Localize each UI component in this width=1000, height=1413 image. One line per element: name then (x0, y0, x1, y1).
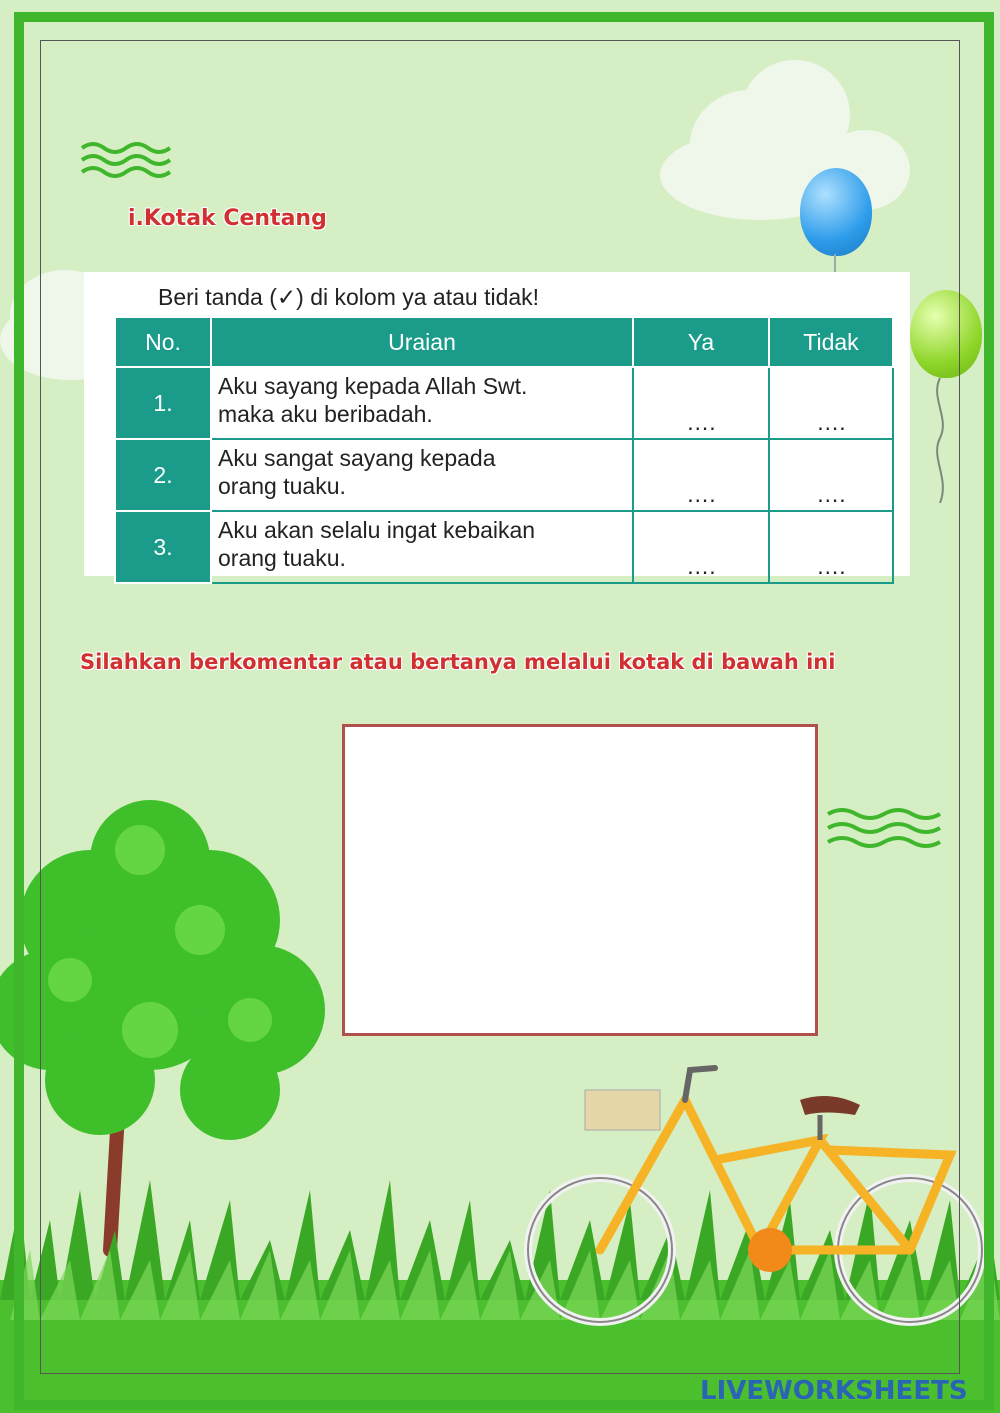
row-description-line: orang tuaku. (218, 473, 346, 499)
yes-answer-cell[interactable]: …. (633, 511, 769, 583)
table-row (115, 439, 893, 511)
table-row (115, 511, 893, 583)
no-answer-cell[interactable]: …. (769, 511, 893, 583)
header-yes: Ya (633, 317, 769, 367)
row-description-line: Aku akan selalu ingat kebaikan (218, 517, 536, 543)
row-description (211, 367, 633, 439)
comment-input[interactable] (342, 724, 818, 1036)
header-no: No. (115, 317, 211, 367)
row-description (211, 511, 633, 583)
instruction-text: Beri tanda (✓) di kolom ya atau tidak! (158, 284, 540, 310)
row-number: 2. (115, 439, 211, 511)
table-row (115, 367, 893, 439)
header-no-col: Tidak (769, 317, 893, 367)
table-header-row (115, 317, 893, 367)
row-description (211, 439, 633, 511)
header-desc: Uraian (211, 317, 633, 367)
liveworksheets-logo: LIVEWORKSHEETS (700, 1376, 968, 1406)
row-number: 3. (115, 511, 211, 583)
no-answer-cell[interactable]: …. (769, 367, 893, 439)
section-title: i.Kotak Centang (128, 206, 327, 231)
yes-answer-cell[interactable]: …. (633, 367, 769, 439)
checklist-table (114, 316, 894, 584)
no-answer-cell[interactable]: …. (769, 439, 893, 511)
row-number: 1. (115, 367, 211, 439)
row-description-line: orang tuaku. (218, 545, 346, 571)
yes-answer-cell[interactable]: …. (633, 439, 769, 511)
row-description-line: Aku sayang kepada Allah Swt. (218, 373, 528, 399)
row-description-line: maka aku beribadah. (218, 401, 433, 427)
comment-heading: Silahkan berkomentar atau bertanya melalui kotak di bawah ini (80, 650, 836, 674)
checklist-card (84, 272, 910, 579)
row-description-line: Aku sangat sayang kepada (218, 445, 496, 471)
inner-frame (40, 40, 960, 1374)
